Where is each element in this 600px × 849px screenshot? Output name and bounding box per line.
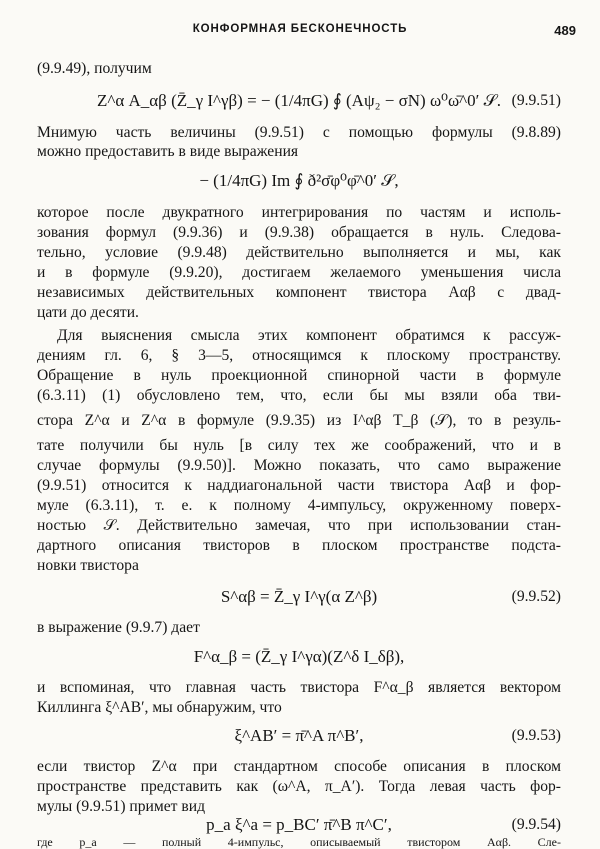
- text-line: ностью 𝒮. Действительно замечая, что при использовании стан-: [37, 517, 561, 534]
- text-line: цати до десяти.: [37, 304, 139, 321]
- equation-9-9-53: [37, 722, 561, 750]
- text-line: если твистор Z^α при стандартном способе описания в плоском: [37, 758, 561, 775]
- equation-9-9-52: [37, 583, 561, 611]
- text-line: пространстве представить как (ω^A, π_A′). Тогда левая часть фор-: [37, 778, 561, 795]
- equation-number: (9.9.51): [511, 92, 561, 109]
- text-line: где p_a — полный 4-импульс, описываемый твистором Aαβ. Сле-: [37, 835, 561, 849]
- expression-formula: − (1/4πG) Im ∮ ð²σ̄φ⁰φ̄^0′ 𝒮,: [199, 171, 399, 190]
- text-line: в выражение (9.9.7) дает: [37, 619, 200, 636]
- text-line: муле (6.3.11), т. е. к полному 4-импульсу, окруженному поверх-: [37, 497, 561, 514]
- text-line: Для выяснения смысла этих компонент обратимся к рассуж-: [57, 327, 561, 344]
- text-line: и вспоминая, что главная часть твистора F^α_β является вектором: [37, 679, 561, 696]
- equation-formula: ξ^AB′ = π̄^A π^B′,: [234, 726, 364, 745]
- text-line: мулы (9.9.51) примет вид: [37, 798, 206, 815]
- text-line: тате получили бы нуль [в силу тех же соображений, что и в: [37, 437, 561, 454]
- text-line: зования формул (9.9.36) и (9.9.38) обращается в нуль. Следова-: [37, 224, 561, 241]
- equation-killing: [37, 643, 561, 671]
- text-line: которое после двукратного интегрирования по частям и исполь-: [37, 204, 561, 221]
- equation-number: (9.9.54): [511, 816, 561, 833]
- text-line: дениям гл. 6, § 3—5, относящимся к плоскому пространству.: [37, 347, 561, 364]
- text-line: новки твистора: [37, 557, 139, 574]
- equation-9-9-54: [37, 813, 561, 837]
- text-line: тельно, условие (9.9.48) действительно выполняется и мы, как: [37, 244, 561, 261]
- text-line: Мнимую часть величины (9.9.51) с помощью формулы (9.8.89): [37, 124, 561, 141]
- text-line: можно предоставить в виде выражения: [37, 143, 299, 160]
- text-line: стора Z^α и Z^α в формуле (9.9.35) из I^αβ T_β (𝒮), то в резуль-: [37, 412, 561, 429]
- equation-number: (9.9.53): [511, 727, 561, 744]
- text-line: (9.9.51) относится к наддиагональной части твистора Aαβ и фор-: [37, 477, 561, 494]
- equation-number: (9.9.52): [511, 588, 561, 605]
- page-number: 489: [554, 23, 576, 38]
- text-line: и в формуле (9.9.20), достигаем желаемого уменьшения числа: [37, 264, 561, 281]
- text-line: Киллинга ξ^AB′, мы обнаружим, что: [37, 699, 282, 716]
- equation-formula: S^αβ = Z̄_γ I^γ(α Z^β): [220, 587, 378, 606]
- text-line: случае формулы (9.9.50)]. Можно показать, что само выражение: [37, 457, 561, 474]
- equation-formula: p_a ξ^a = p_BC′ π̄^B π^C′,: [206, 815, 392, 834]
- equation-formula: F^α_β = (Z̄_γ I^γα)(Z^δ I_δβ),: [193, 647, 405, 666]
- running-header: [0, 23, 600, 41]
- text-line: (9.9.49), получим: [37, 60, 152, 77]
- expression-imaginary-part: [37, 167, 561, 195]
- running-title: КОНФОРМНАЯ БЕСКОНЕЧНОСТЬ: [192, 23, 408, 35]
- equation-9-9-51: [37, 87, 561, 115]
- equation-formula: Z^α A_αβ (Z̄_γ I^γβ) = − (1/4πG) ∮ (Aψ₂ − σN) ω⁰ω̄^0′ 𝒮.: [96, 91, 502, 110]
- text-line: (6.3.11) (1) обусловлено тем, что, если бы мы взяли оба тви-: [37, 387, 561, 404]
- text-line: дартного описания твисторов в плоском пространстве подста-: [37, 537, 561, 554]
- text-line: независимых действительных компонент твистора Aαβ с двад-: [37, 284, 561, 301]
- text-line: Обращение в нуль проекционной спинорной части в формуле: [37, 367, 561, 384]
